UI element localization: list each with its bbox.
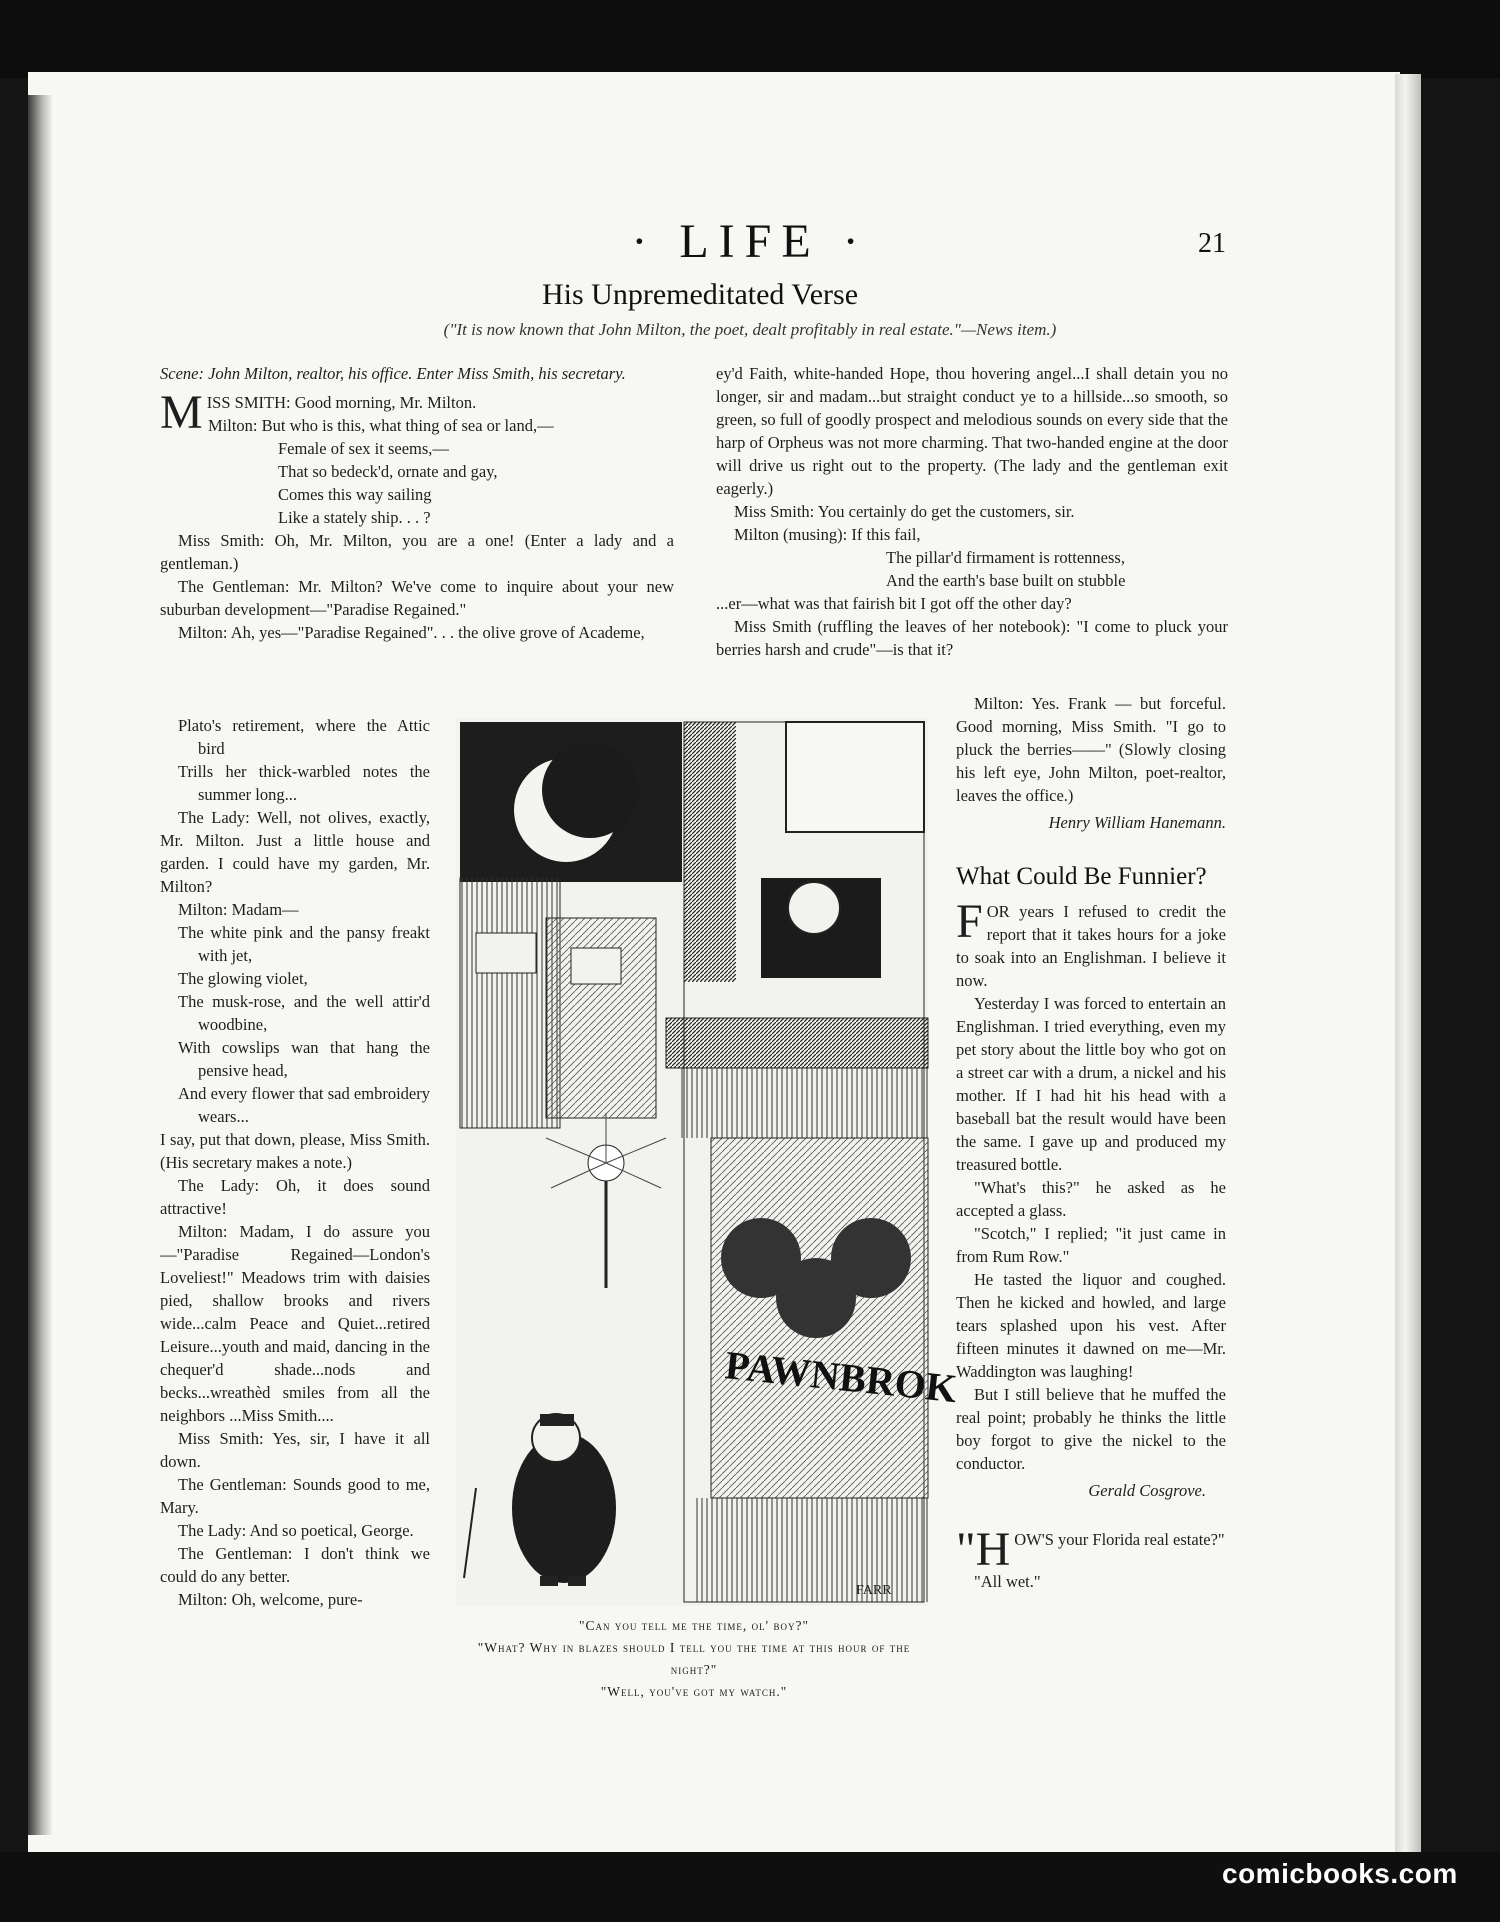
dialogue-line: Milton: Ah, yes—"Paradise Regained". . . the olive grove of Academe, xyxy=(178,623,645,642)
column-3 xyxy=(956,692,1226,1593)
dialogue-text: ISS SMITH: Good morning, Mr. Milton. xyxy=(206,393,477,412)
dialogue-line: Miss Smith (ruffling the leaves of her notebook): "I come to pluck your berries harsh and crude"—is that it? xyxy=(716,617,1228,659)
article2-paragraph: "What's this?" he asked as he accepted a glass. xyxy=(956,1178,1226,1220)
verse-line: Like a stately ship. . . ? xyxy=(278,508,431,527)
dialogue-line: Miss Smith: Yes, sir, I have it all down. xyxy=(160,1429,430,1471)
column-2-top xyxy=(716,362,1228,661)
verse-block xyxy=(160,921,430,1128)
drop-cap: M xyxy=(160,386,203,439)
top-shadow xyxy=(0,0,1500,78)
distant-buildings xyxy=(460,878,656,1128)
article2-paragraph: But I still believe that he muffed the real point; probably he thinks the little boy forgot to give the nickel to the conductor. xyxy=(956,1385,1226,1473)
joke-paragraph: "All wet." xyxy=(974,1572,1041,1591)
author-signature: Henry William Hanemann. xyxy=(1048,813,1226,832)
cartoon-drawing xyxy=(456,718,960,1606)
book-binding xyxy=(28,95,52,1835)
verse-line: And the earth's base built on stubble xyxy=(886,571,1126,590)
artist-signature: FARR xyxy=(856,1583,892,1598)
column-1-top xyxy=(160,362,674,644)
verse-line: The pillar'd firmament is rottenness, xyxy=(886,548,1125,567)
dialogue-line: ...er—what was that fairish bit I got off the other day? xyxy=(716,594,1072,613)
drop-cap: F xyxy=(956,895,983,948)
verse-block xyxy=(160,437,674,529)
article2-paragraph: Yesterday I was forced to entertain an Englishman. I tried everything, even my pet story about the little boy who got on a street car with a drum, a nickel and his mother. If I had hit his head with a baseball bat the result would have been the same. I gave up and produced my treasured bottle. xyxy=(956,994,1226,1174)
dialogue-line: Milton: Madam— xyxy=(178,900,299,919)
dialogue-line: Miss Smith: You certainly do get the customers, sir. xyxy=(734,502,1075,521)
dialogue-line: Milton: Madam, I do assure you—"Paradise Regained—London's Loveliest!" Meadows trim with daisies pied, shallow brooks and rivers wide...calm Peace and Quiet...retired Leisure...youth and maid, dancing in the chequer'd shade...nods and becks...wreathèd smiles from all the neighbors ...Miss Smith.... xyxy=(160,1222,430,1425)
dialogue-line: The Gentleman: I don't think we could do any better. xyxy=(160,1544,430,1586)
paragraph-text: OW'S your Florida real estate?" xyxy=(1014,1530,1225,1549)
article2-paragraph: "Scotch," I replied; "it just came in from Rum Row." xyxy=(956,1224,1226,1266)
dialogue-line: Milton: Oh, welcome, pure- xyxy=(178,1590,363,1609)
dialogue-line: The Lady: Oh, it does sound attractive! xyxy=(160,1176,430,1218)
dialogue-line: Milton: But who is this, what thing of sea or land,— xyxy=(208,416,554,435)
caption-line: "Well, you've got my watch." xyxy=(600,1684,788,1699)
dialogue-line: ey'd Faith, white-handed Hope, thou hovering angel...I shall detain you no longer, sir and madam...but straight conduct ye to a hillside...so smooth, so green, so full of goodly prospect and melodious sounds on every side that the harp of Orpheus was not more charming. That two-handed engine at the door will drive us right out to the property. (The lady and the gentleman exit eagerly.) xyxy=(716,364,1228,498)
drop-cap: "H xyxy=(956,1523,1011,1576)
verse-line: That so bedeck'd, ornate and gay, xyxy=(278,462,498,481)
article2-title: What Could Be Funnier? xyxy=(956,863,1207,890)
page-edge xyxy=(1395,74,1421,1852)
verse-line: Female of sex it seems,— xyxy=(278,439,449,458)
article-title: His Unpremeditated Verse xyxy=(541,278,859,311)
scene-direction: Scene: John Milton, realtor, his office. Enter Miss Smith, his secretary. xyxy=(160,364,626,383)
article2-paragraph: He tasted the liquor and coughed. Then he kicked and howled, and large tears splashed upon his vest. After fifteen minutes it dawned on me—Mr. Waddington was laughing! xyxy=(956,1270,1226,1381)
article-epigraph: ("It is now known that John Milton, the poet, dealt profitably in real estate."—News item.) xyxy=(443,320,1057,339)
caption-line: "What? Why in blazes should I tell you the time at this hour of the night?" xyxy=(477,1640,911,1677)
column-1-narrow xyxy=(160,714,430,1611)
masthead: · LIFE · xyxy=(631,215,869,268)
joke-paragraph xyxy=(956,1523,1226,1576)
verse-line: The musk-rose, and the well attir'd woodbine, xyxy=(178,992,430,1034)
verse-line: And every flower that sad embroidery wears... xyxy=(178,1084,430,1126)
dialogue-line: I say, put that down, please, Miss Smith. (His secretary makes a note.) xyxy=(160,1130,430,1172)
dialogue-line: The Lady: And so poetical, George. xyxy=(178,1521,414,1540)
caption-line: "Can you tell me the time, ol' boy?" xyxy=(579,1618,809,1633)
paragraph-text: OR years I refused to credit the report that it takes hours for a joke to soak into an Englishman. I believe it now. xyxy=(956,902,1226,990)
dialogue-line: The Lady: Well, not olives, exactly, Mr. Milton. Just a little house and garden. I could have my garden, Mr. Milton? xyxy=(160,808,430,896)
verse-line: Plato's retirement, where the Attic bird xyxy=(178,716,430,758)
pawnbroker-sign: PAWNBROK xyxy=(723,1342,960,1412)
dialogue-line: Milton: Yes. Frank — but forceful. Good morning, Miss Smith. "I go to pluck the berries——" (Slowly closing his left eye, John Milton, poet-realtor, leaves the office.) xyxy=(956,694,1226,805)
verse-line: Trills her thick-warbled notes the summer long... xyxy=(178,762,430,804)
cartoon-caption xyxy=(454,1615,934,1703)
verse-line: With cowslips wan that hang the pensive head, xyxy=(178,1038,430,1080)
dialogue-line: Miss Smith: Oh, Mr. Milton, you are a one! (Enter a lady and a gentleman.) xyxy=(160,531,674,573)
pawnbroker-building xyxy=(666,722,928,1602)
cartoon-illustration xyxy=(456,718,960,1606)
page-number: 21 xyxy=(1198,228,1226,259)
author-signature: Gerald Cosgrove. xyxy=(1088,1481,1206,1500)
street-lamp xyxy=(546,1113,666,1288)
verse-block xyxy=(716,546,1228,592)
dialogue-line: Milton (musing): If this fail, xyxy=(734,525,921,544)
dialogue-line: The Gentleman: Mr. Milton? We've come to inquire about your new suburban development—"Paradise Regained." xyxy=(160,577,674,619)
verse-line: Comes this way sailing xyxy=(278,485,432,504)
verse-line: The glowing violet, xyxy=(178,969,308,988)
article2-paragraph xyxy=(956,895,1226,992)
verse-block xyxy=(160,714,430,806)
verse-line: The white pink and the pansy freakt with jet, xyxy=(178,923,430,965)
site-watermark: comicbooks.com xyxy=(1222,1858,1458,1889)
dialogue-line: The Gentleman: Sounds good to me, Mary. xyxy=(160,1475,430,1517)
